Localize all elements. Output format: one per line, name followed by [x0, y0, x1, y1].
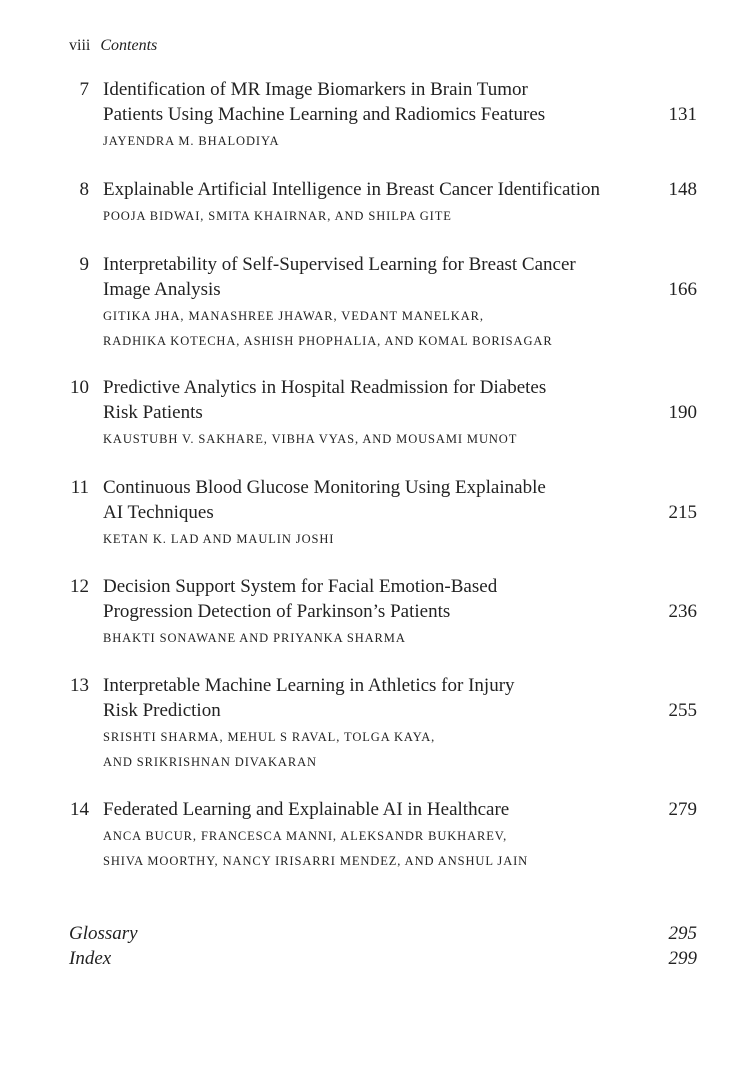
chapter-title-line: Risk Patients — [103, 402, 203, 423]
chapter-author-line: JAYENDRA M. BHALODIYA — [103, 134, 280, 148]
chapter-title-line: Patients Using Machine Learning and Radiomics Features — [103, 104, 546, 125]
chapter-author-line: KETAN K. LAD AND MAULIN JOSHI — [103, 532, 335, 546]
chapter-body — [103, 673, 643, 774]
chapter-title-line: Identification of MR Image Biomarkers in Brain Tumor — [103, 79, 528, 100]
chapter-body — [103, 475, 643, 552]
chapter-authors — [103, 824, 643, 873]
chapter-body — [103, 375, 643, 452]
running-title: Contents — [100, 37, 158, 54]
chapter-page-number: 190 — [668, 402, 697, 423]
back-matter-label: Index — [69, 948, 112, 969]
chapter-number: 12 — [70, 576, 89, 597]
chapter-title-line: Interpretable Machine Learning in Athletics for Injury — [103, 675, 515, 696]
chapter-authors — [103, 304, 643, 353]
chapter-author-line: AND SRIKRISHNAN DIVAKARAN — [103, 754, 317, 769]
chapter-author-line: SRISHTI SHARMA, MEHUL S RAVAL, TOLGA KAYA, — [103, 730, 436, 744]
back-matter-page-number: 299 — [668, 948, 697, 969]
chapter-number: 11 — [70, 477, 89, 498]
chapter-authors — [103, 527, 643, 552]
chapter-author-line: RADHIKA KOTECHA, ASHISH PHOPHALIA, AND KOMAL BORISAGAR — [103, 333, 553, 348]
chapter-title-line: AI Techniques — [103, 502, 214, 523]
chapter-number: 9 — [79, 254, 89, 275]
back-matter-page-number: 295 — [668, 923, 697, 944]
chapter-page-number: 279 — [668, 799, 697, 820]
back-matter-label: Glossary — [69, 923, 138, 944]
chapter-number: 13 — [70, 675, 89, 696]
chapter-authors — [103, 129, 643, 154]
chapter-body — [103, 77, 643, 154]
running-header — [69, 37, 157, 55]
chapter-page-number: 131 — [668, 104, 697, 125]
chapter-author-line: ANCA BUCUR, FRANCESCA MANNI, ALEKSANDR BUKHAREV, — [103, 829, 508, 843]
chapter-author-line: BHAKTI SONAWANE AND PRIYANKA SHARMA — [103, 631, 406, 645]
chapter-page-number: 255 — [668, 700, 697, 721]
chapter-title-line: Decision Support System for Facial Emotion-Based — [103, 576, 498, 597]
chapter-authors — [103, 725, 643, 774]
chapter-title-line: Progression Detection of Parkinson’s Patients — [103, 601, 451, 622]
chapter-number: 8 — [79, 179, 89, 200]
chapter-title-line: Predictive Analytics in Hospital Readmission for Diabetes — [103, 377, 547, 398]
chapter-title-line: Explainable Artificial Intelligence in Breast Cancer Identification — [103, 179, 600, 200]
chapter-author-line: POOJA BIDWAI, SMITA KHAIRNAR, AND SHILPA GITE — [103, 209, 452, 223]
chapter-number: 7 — [79, 79, 89, 100]
chapter-number: 14 — [70, 799, 89, 820]
chapter-page-number: 166 — [668, 279, 697, 300]
page-number: viii — [69, 37, 91, 54]
chapter-title-line: Image Analysis — [103, 279, 221, 300]
chapter-author-line: SHIVA MOORTHY, NANCY IRISARRI MENDEZ, AND ANSHUL JAIN — [103, 853, 529, 868]
chapter-authors — [103, 204, 643, 229]
chapter-title-line: Federated Learning and Explainable AI in Healthcare — [103, 799, 510, 820]
chapter-title-line: Interpretability of Self-Supervised Learning for Breast Cancer — [103, 254, 576, 275]
chapter-body — [103, 574, 643, 651]
chapter-page-number: 236 — [668, 601, 697, 622]
chapter-author-line: KAUSTUBH V. SAKHARE, VIBHA VYAS, AND MOUSAMI MUNOT — [103, 432, 518, 446]
chapter-page-number: 148 — [668, 179, 697, 200]
chapter-body — [103, 252, 643, 353]
chapter-body — [103, 177, 643, 229]
chapter-body — [103, 797, 643, 873]
chapter-title-line: Risk Prediction — [103, 700, 221, 721]
chapter-number: 10 — [70, 377, 89, 398]
chapter-authors — [103, 427, 643, 452]
chapter-authors — [103, 626, 643, 651]
chapter-page-number: 215 — [668, 502, 697, 523]
chapter-title-line: Continuous Blood Glucose Monitoring Using Explainable — [103, 477, 546, 498]
chapter-author-line: GITIKA JHA, MANASHREE JHAWAR, VEDANT MANELKAR, — [103, 309, 484, 323]
